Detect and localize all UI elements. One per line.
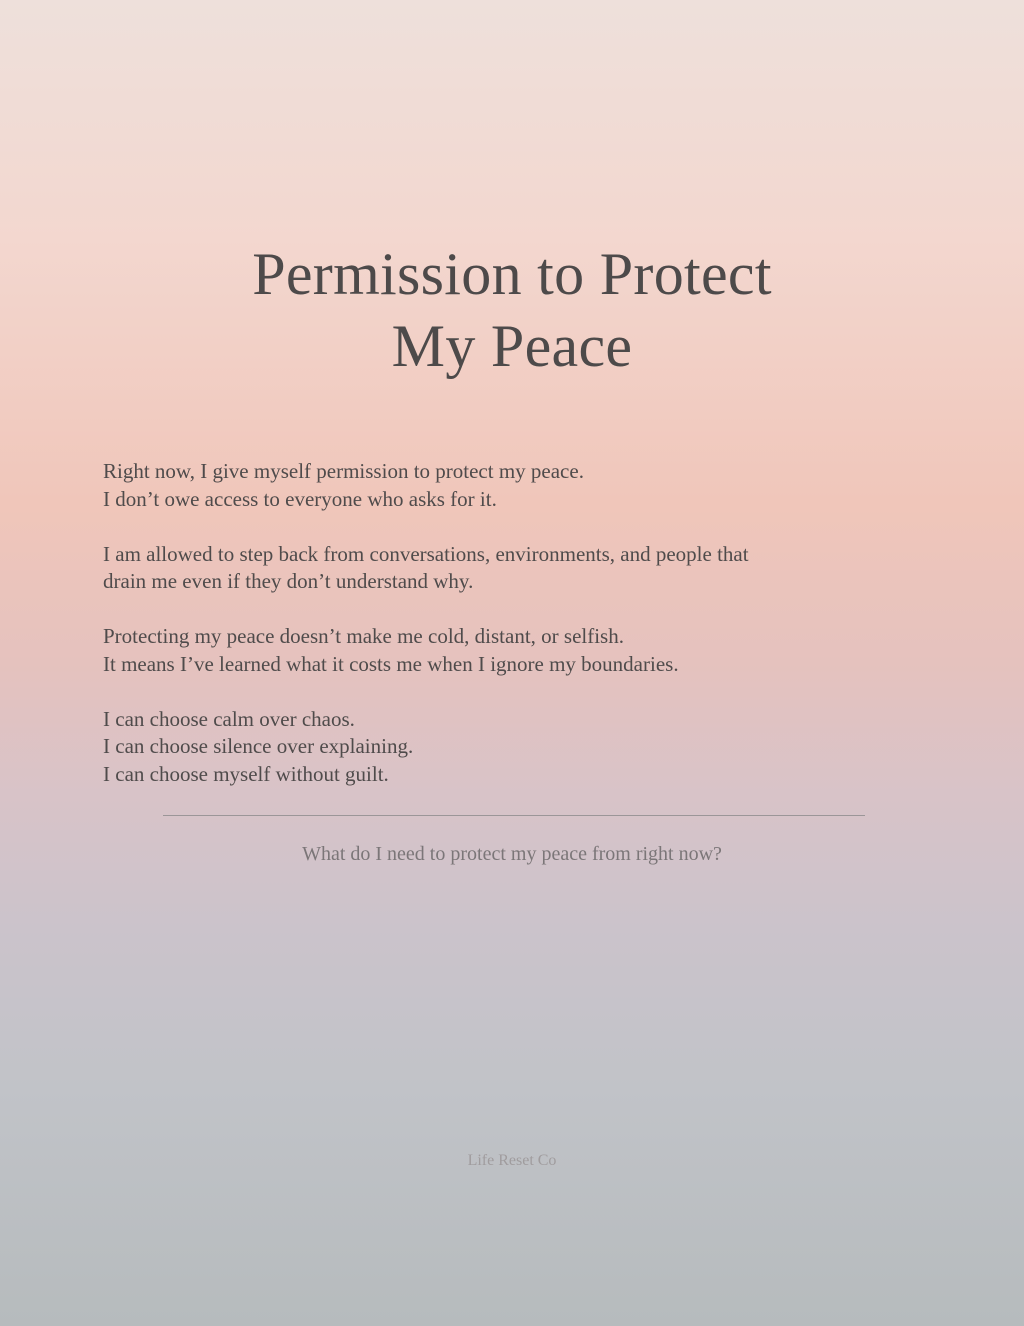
text-line: I can choose calm over chaos.	[103, 706, 355, 731]
text-line: I can choose silence over explaining.	[103, 734, 414, 758]
page-title	[0, 238, 1024, 382]
title-line-2: My Peace	[391, 313, 633, 379]
divider-line	[163, 815, 865, 816]
footer-brand: Life Reset Co	[467, 1152, 557, 1169]
paragraph-3	[103, 623, 953, 678]
text-line: drain me even if they don’t understand why.	[103, 569, 474, 593]
text-line: It means I’ve learned what it costs me when I ignore my boundaries.	[103, 651, 679, 676]
text-line: Protecting my peace doesn’t make me cold, distant, or selfish.	[103, 624, 624, 648]
paragraph-2	[103, 541, 953, 596]
text-line: I don’t owe access to everyone who asks for it.	[103, 486, 497, 511]
affirmation-body	[103, 458, 953, 816]
text-line: I can choose myself without guilt.	[103, 761, 389, 786]
text-line: I am allowed to step back from conversations, environments, and people that	[103, 541, 749, 566]
text-line: Right now, I give myself permission to protect my peace.	[103, 459, 584, 483]
journal-prompt: What do I need to protect my peace from right now?	[302, 843, 722, 865]
paragraph-1	[103, 458, 953, 513]
title-line-1: Permission to Protect	[252, 241, 772, 307]
paragraph-4	[103, 706, 953, 789]
